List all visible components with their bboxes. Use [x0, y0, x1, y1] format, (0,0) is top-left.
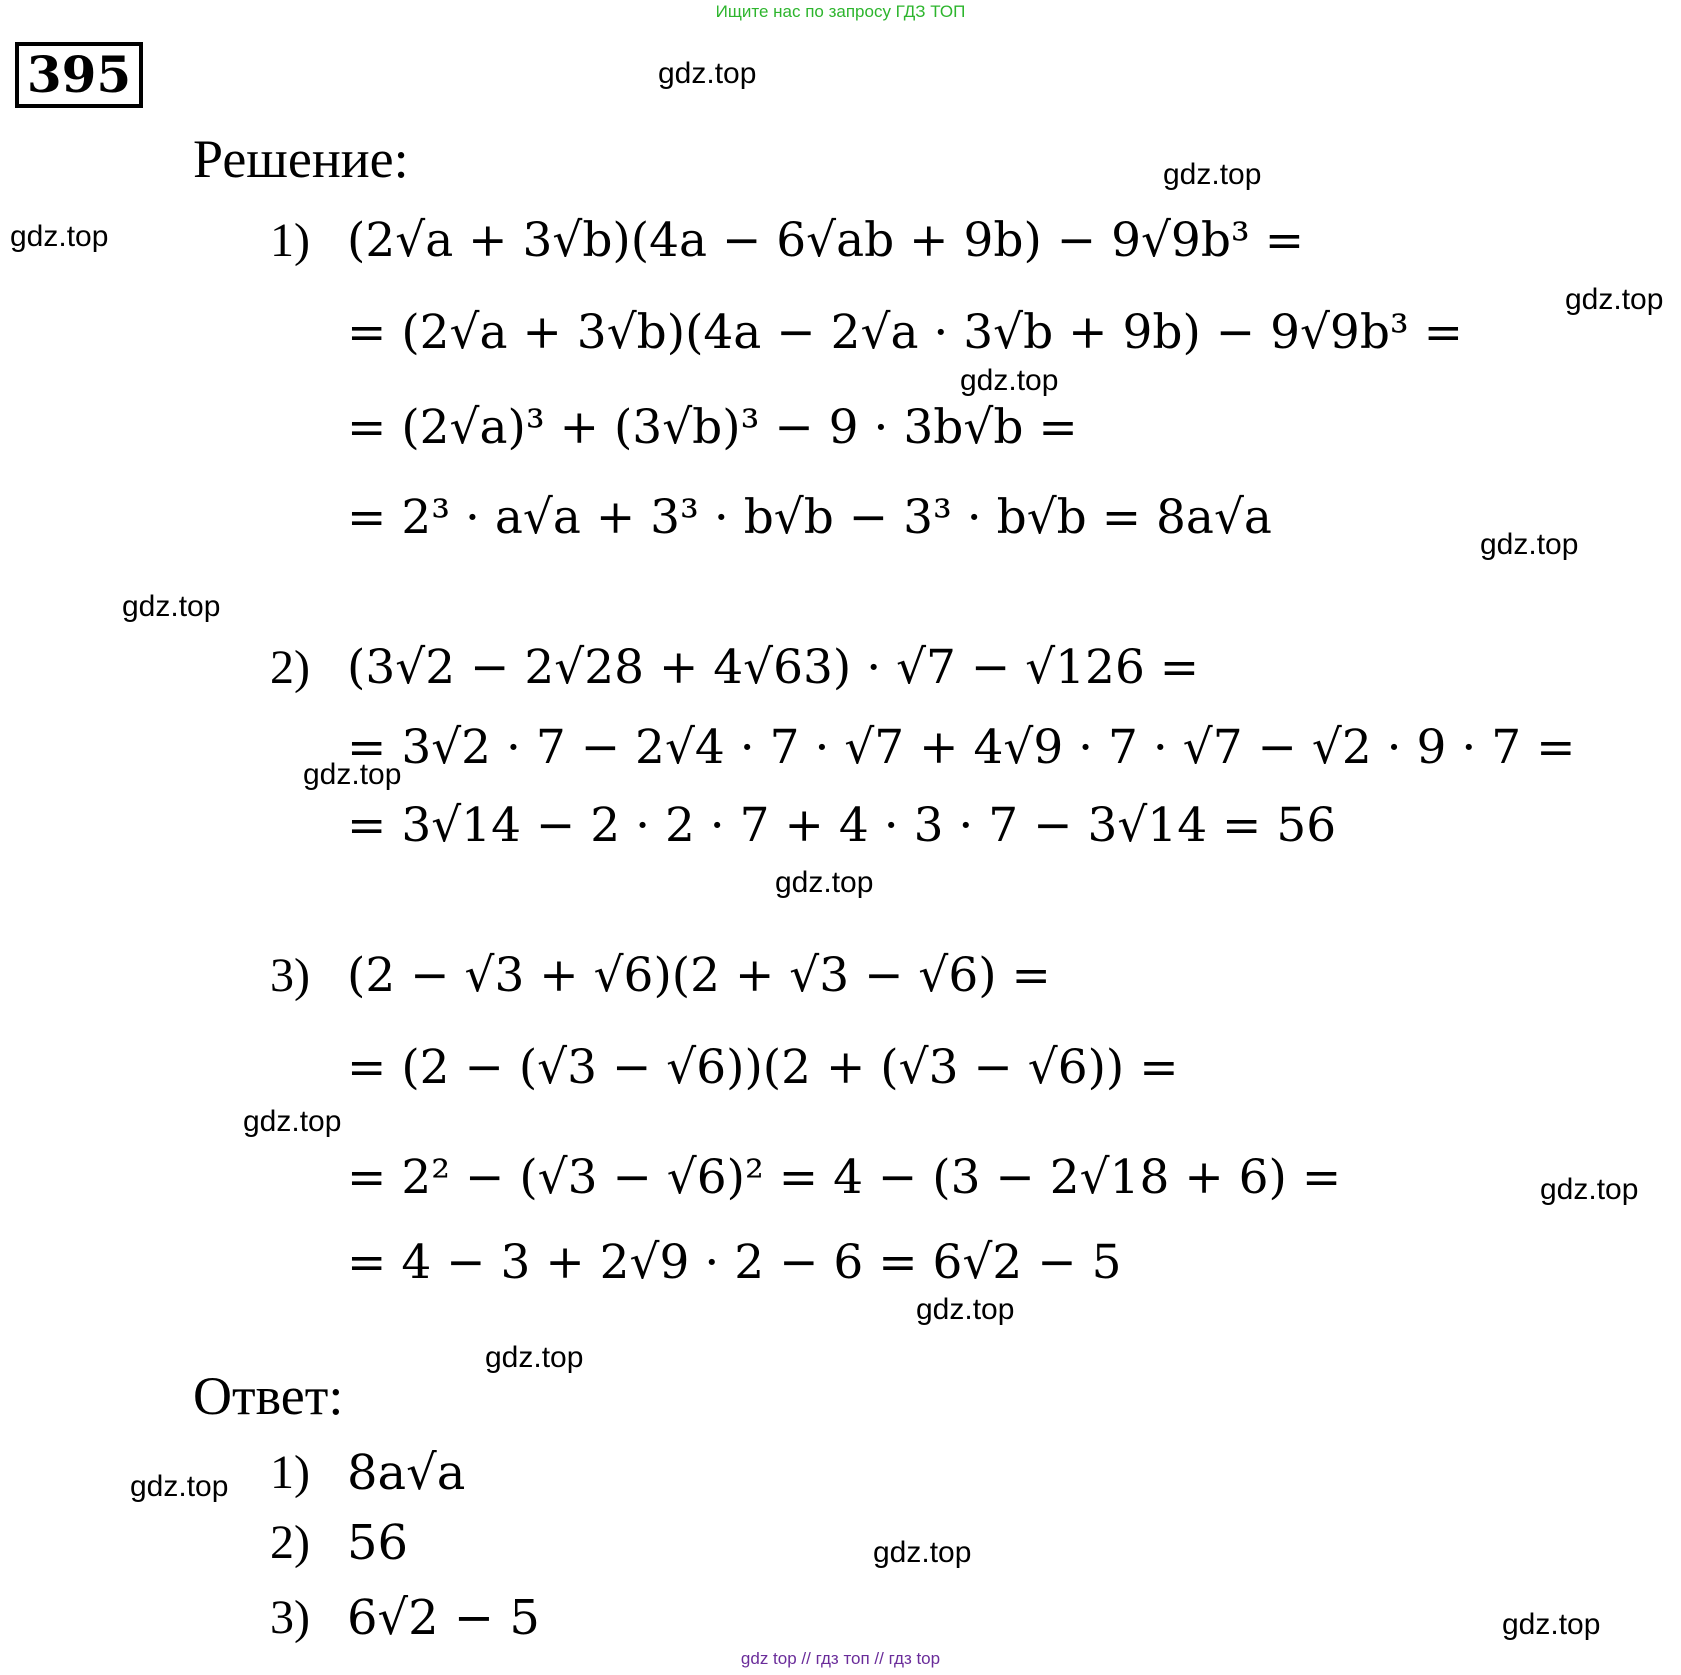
answer-3-label: 3) [270, 1591, 310, 1644]
item-1-line-1: (2√a + 3√b)(4a − 6√ab + 9b) − 9√9b³ = [347, 213, 1305, 268]
answer-1-label: 1) [270, 1446, 310, 1499]
watermark: gdz.top [10, 220, 109, 253]
watermark: gdz.top [775, 866, 874, 899]
item-2-line-1: (3√2 − 2√28 + 4√63) · √7 − √126 = [347, 640, 1200, 695]
watermark: gdz.top [130, 1470, 229, 1503]
answer-2-value: 56 [347, 1515, 409, 1571]
item-1-line-2: = (2√a + 3√b)(4a − 2√a · 3√b + 9b) − 9√9b³ = [347, 305, 1464, 360]
watermark: gdz.top [960, 364, 1059, 397]
watermark: gdz.top [303, 758, 402, 791]
watermark: gdz.top [873, 1536, 972, 1569]
answer-2-label: 2) [270, 1516, 310, 1569]
answer-heading: Ответ: [193, 1366, 344, 1426]
watermark: gdz.top [122, 590, 221, 623]
item-2-line-2: = 3√2 · 7 − 2√4 · 7 · √7 + 4√9 · 7 · √7 − √2 · 9 · 7 = [347, 720, 1576, 775]
item-2-line-3: = 3√14 − 2 · 2 · 7 + 4 · 3 · 7 − 3√14 = 56 [347, 798, 1337, 853]
watermark: gdz.top [1480, 528, 1579, 561]
item-1-line-4: = 2³ · a√a + 3³ · b√b − 3³ · b√b = 8a√a [347, 490, 1272, 545]
item-1-line-3: = (2√a)³ + (3√b)³ − 9 · 3b√b = [347, 400, 1078, 455]
answer-1-value: 8a√a [347, 1445, 466, 1501]
item-3-label: 3) [270, 949, 310, 1002]
item-1-label: 1) [270, 214, 310, 267]
problem-number: 395 [15, 42, 143, 108]
watermark: gdz.top [1565, 283, 1664, 316]
watermark: gdz.top [243, 1105, 342, 1138]
watermark: gdz.top [1502, 1608, 1601, 1641]
item-3-line-2: = (2 − (√3 − √6))(2 + (√3 − √6)) = [347, 1040, 1179, 1095]
item-3-line-3: = 2² − (√3 − √6)² = 4 − (3 − 2√18 + 6) = [347, 1150, 1342, 1205]
watermark: gdz.top [916, 1293, 1015, 1326]
item-2-label: 2) [270, 641, 310, 694]
watermark: gdz.top [485, 1341, 584, 1374]
item-3-line-4: = 4 − 3 + 2√9 · 2 − 6 = 6√2 − 5 [347, 1235, 1122, 1290]
bottom-banner: gdz top // гдз топ // гдз top [740, 1649, 941, 1668]
watermark: gdz.top [1163, 158, 1262, 191]
top-banner: Ищите нас по запросу ГДЗ ТОП [715, 2, 966, 21]
watermark: gdz.top [658, 57, 757, 90]
answer-3-value: 6√2 − 5 [347, 1590, 540, 1646]
solution-heading: Решение: [193, 129, 409, 189]
watermark: gdz.top [1540, 1173, 1639, 1206]
item-3-line-1: (2 − √3 + √6)(2 + √3 − √6) = [347, 948, 1051, 1003]
